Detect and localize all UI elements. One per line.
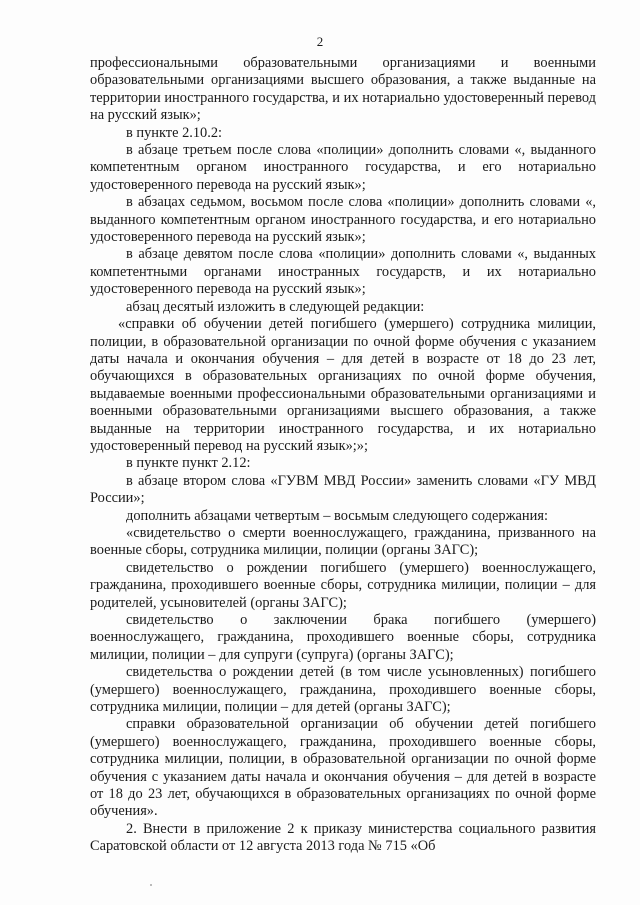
paragraph: свидетельства о рождении детей (в том числе усыновленных) погибшего (умершего) военнослужащего, гражданина, проходившего военные сборы, сотрудника милиции, полиции – для детей (органы ЗАГС); <box>90 664 596 716</box>
paragraph: свидетельство о заключении брака погибшего (умершего) военнослужащего, гражданина, проходившего военные сборы, сотрудника милиции, полиции – для супруги (супруга) (органы ЗАГС); <box>90 612 596 663</box>
paragraph: в абзаце девятом после слова «полиции» дополнить словами «, выданных компетентными органами иностранных государств, и их нотариально удостоверенного перевода на русский язык»; <box>90 246 596 298</box>
paragraph: 2. Внести в приложение 2 к приказу министерства социального развития Саратовской области от 12 августа 2013 года № 715 «Об <box>90 820 596 855</box>
paragraph: в пункте 2.10.2: <box>126 124 223 141</box>
paragraph: в абзаце третьем после слова «полиции» дополнить словами «, выданного компетентным органом иностранного государства, и его нотариально удостоверенного перевода на русский язык»; <box>90 142 596 193</box>
page-number: 2 <box>316 34 324 49</box>
paragraph: «свидетельство о смерти военнослужащего, гражданина, призванного на военные сборы, сотрудника милиции, полиции (органы ЗАГС); <box>90 524 596 559</box>
paragraph: дополнить абзацами четвертым – восьмым следующего содержания: <box>126 507 548 524</box>
document-body <box>90 55 596 856</box>
scan-speck <box>150 884 152 886</box>
paragraph: «справки об обучении детей погибшего (умершего) сотрудника милиции, полиции, в образовательной организации по очной форме обучения с указанием даты начала и окончания обучения – для детей в возрасте от 18 до 23 лет, обучающихся в образовательных организациях по очной форме обучения, выдаваемые военными профессиональными образовательными организациями и военными образовательными организациями высшего образования, а также выданные на территории иностранного государства, и их нотариально удостоверенный перевод на русский язык»;»; <box>90 316 596 454</box>
paragraph: в пункте пункт 2.12: <box>126 455 251 472</box>
paragraph: справки образовательной организации об обучении детей погибшего (умершего) военнослужащего, гражданина, проходившего военные сборы, сотрудника милиции, полиции, в образовательной организации по очной форме обучения с указанием даты начала и окончания обучения – для детей в возрасте от 18 до 23 лет, обучающихся в образовательных организациях по очной форме обучения». <box>90 716 596 820</box>
paragraph: профессиональными образовательными организациями и военными образовательными организациями высшего образования, а также выданные на территории иностранного государства, и их нотариально удостоверенный перевод на русский язык»; <box>90 55 596 124</box>
paragraph: свидетельство о рождении погибшего (умершего) военнослужащего, гражданина, проходившего военные сборы, сотрудника милиции, полиции – для родителей, усыновителей (органы ЗАГС); <box>90 559 596 611</box>
paragraph: абзац десятый изложить в следующей редакции: <box>126 298 425 315</box>
paragraph: в абзаце втором слова «ГУВМ МВД России» заменить словами «ГУ МВД России»; <box>90 472 596 507</box>
paragraph: в абзацах седьмом, восьмом после слова «полиции» дополнить словами «, выданного компетентным органом иностранного государства, и его нотариально удостоверенного перевода на русский язык»; <box>90 194 596 246</box>
